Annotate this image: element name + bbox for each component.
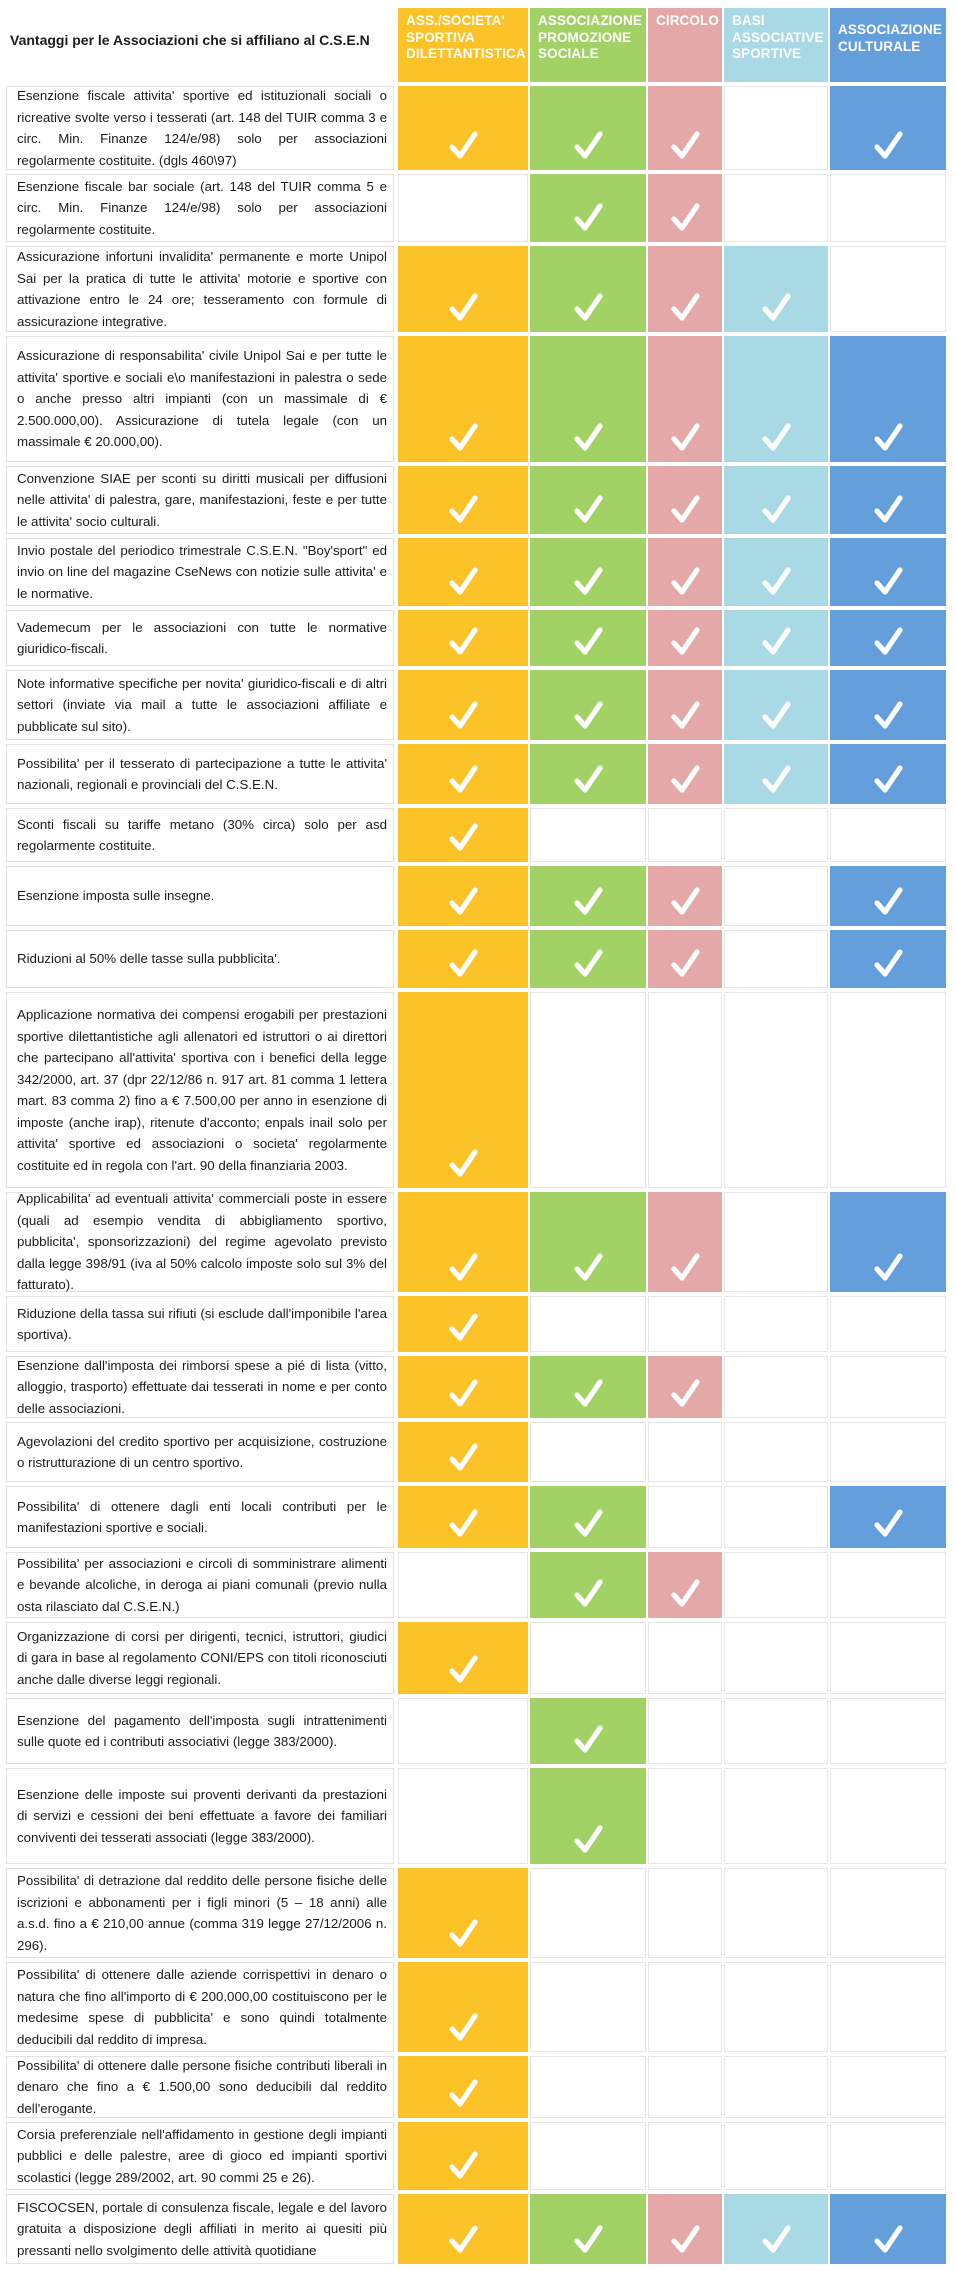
benefit-cell-asd-checked [398, 670, 528, 740]
benefit-cell-aps-checked [530, 246, 646, 332]
benefit-description [6, 174, 394, 242]
benefit-cell-basi-empty [724, 1962, 828, 2052]
benefit-description [6, 1422, 394, 1482]
benefit-cell-aps-checked [530, 610, 646, 666]
benefit-cell-basi-empty [724, 866, 828, 926]
benefit-cell-asd-checked [398, 1296, 528, 1352]
check-mark-icon [872, 422, 904, 454]
check-mark-icon [760, 292, 792, 324]
benefit-cell-asd-empty [398, 1552, 528, 1618]
benefit-cell-asd-checked [398, 246, 528, 332]
benefit-cell-aps-checked [530, 86, 646, 170]
benefit-cell-asd-checked [398, 808, 528, 862]
benefit-description [6, 538, 394, 606]
benefit-cell-asd-checked [398, 1422, 528, 1482]
benefit-cell-asd-checked [398, 1486, 528, 1548]
check-mark-icon [669, 1252, 701, 1284]
benefit-cell-basi-empty [724, 1296, 828, 1352]
check-mark-icon [760, 626, 792, 658]
check-mark-icon [872, 130, 904, 162]
benefit-description [6, 466, 394, 534]
benefit-cell-cultura-checked [830, 466, 946, 534]
benefit-cell-cultura-checked [830, 866, 946, 926]
benefit-cell-circolo-checked [648, 1552, 722, 1618]
table-header-label: Vantaggi per le Associazioni che si affiliano al C.S.E.N [10, 32, 370, 48]
benefit-cell-basi-empty [724, 808, 828, 862]
benefit-description [6, 1962, 394, 2052]
benefit-text: Agevolazioni del credito sportivo per acquisizione, costruzione o ristrutturazione di un centro sportivo. [17, 1433, 387, 1470]
check-mark-icon [447, 292, 479, 324]
benefit-cell-asd-checked [398, 1962, 528, 2052]
benefit-cell-cultura-empty [830, 1552, 946, 1618]
check-mark-icon [572, 292, 604, 324]
benefit-text: Possibilita' di ottenere dalle aziende corrispettivi in denaro o natura che fino all'importo di € 200.000,00 costituiscono per le medesime spese di pubblicita' e sono quindi totalmente deducibili dal reddito di impresa. [17, 1967, 387, 2047]
check-mark-icon [872, 948, 904, 980]
check-mark-icon [572, 700, 604, 732]
benefit-cell-aps-checked [530, 538, 646, 606]
benefit-text: Organizzazione di corsi per dirigenti, tecnici, istruttori, giudici di gara in base al regolamento CONI/EPS con titoli riconosciuti anche dalle diverse leggi regionali. [17, 1628, 387, 1687]
benefit-text: Esenzione delle imposte sui proventi derivanti da prestazioni di servizi e cessioni dei beni effettuate a favore dei familiari conviventi dei tesserati associati (legge 383/2000). [17, 1786, 387, 1845]
benefit-cell-cultura-empty [830, 1296, 946, 1352]
benefit-description [6, 1296, 394, 1352]
check-mark-icon [447, 130, 479, 162]
benefit-cell-cultura-empty [830, 1422, 946, 1482]
check-mark-icon [572, 1508, 604, 1540]
benefit-cell-circolo-empty [648, 1768, 722, 1864]
check-mark-icon [669, 292, 701, 324]
column-header-asd: ASS./SOCIETA' SPORTIVA DILETTANTISTICA [398, 8, 528, 82]
check-mark-icon [572, 764, 604, 796]
benefit-cell-circolo-checked [648, 1192, 722, 1292]
benefit-cell-cultura-empty [830, 2056, 946, 2118]
check-mark-icon [669, 494, 701, 526]
column-header-basi: BASI ASSOCIATIVE SPORTIVE [724, 8, 828, 82]
benefit-cell-aps-checked [530, 1552, 646, 1618]
check-mark-icon [447, 1252, 479, 1284]
benefit-description [6, 930, 394, 988]
benefit-description [6, 1192, 394, 1292]
check-mark-icon [447, 1378, 479, 1410]
benefit-cell-asd-checked [398, 866, 528, 926]
check-mark-icon [572, 566, 604, 598]
check-mark-icon [669, 566, 701, 598]
benefit-cell-aps-checked [530, 336, 646, 462]
benefit-cell-asd-checked [398, 992, 528, 1188]
check-mark-icon [872, 626, 904, 658]
benefit-text: Possibilita' di detrazione dal reddito delle persone fisiche delle iscrizioni e abbonamenti per i figli minori (5 – 18 anni) alle a.s.d. fino a € 210,00 annue (comma 319 legge 27/12/2006 n. 296). [17, 1873, 387, 1953]
benefit-cell-asd-checked [398, 2056, 528, 2118]
benefit-cell-asd-empty [398, 174, 528, 242]
benefit-cell-basi-empty [724, 174, 828, 242]
benefit-cell-aps-checked [530, 1768, 646, 1864]
check-mark-icon [447, 2012, 479, 2044]
benefit-cell-cultura-empty [830, 2122, 946, 2190]
benefit-cell-cultura-empty [830, 174, 946, 242]
benefit-description [6, 744, 394, 804]
benefit-cell-cultura-checked [830, 2194, 946, 2264]
benefit-cell-aps-empty [530, 1296, 646, 1352]
benefit-cell-cultura-checked [830, 610, 946, 666]
check-mark-icon [572, 202, 604, 234]
benefit-cell-basi-empty [724, 2056, 828, 2118]
benefit-description [6, 86, 394, 170]
benefit-cell-cultura-empty [830, 1356, 946, 1418]
check-mark-icon [572, 1578, 604, 1610]
check-mark-icon [872, 494, 904, 526]
benefit-cell-basi-empty [724, 1868, 828, 1958]
check-mark-icon [669, 202, 701, 234]
benefit-text: Applicabilita' ad eventuali attivita' commerciali poste in essere (quali ad esempio vendita di abbigliamento sportivo, pubblicita', sponsorizzazioni) del regime agevolato previsto dalla legge 398/91 (iva al 50% calcolo imposte solo sul 3% del fatturato). [17, 1191, 387, 1293]
benefit-cell-basi-checked [724, 610, 828, 666]
benefit-cell-aps-checked [530, 1356, 646, 1418]
benefit-description [6, 1698, 394, 1764]
benefit-cell-asd-checked [398, 1356, 528, 1418]
check-mark-icon [447, 764, 479, 796]
check-mark-icon [572, 1378, 604, 1410]
check-mark-icon [760, 422, 792, 454]
check-mark-icon [669, 886, 701, 918]
check-mark-icon [572, 2224, 604, 2256]
check-mark-icon [872, 566, 904, 598]
benefit-cell-circolo-checked [648, 930, 722, 988]
benefit-description [6, 808, 394, 862]
benefit-cell-aps-checked [530, 1486, 646, 1548]
check-mark-icon [447, 822, 479, 854]
check-mark-icon [669, 1378, 701, 1410]
check-mark-icon [447, 2150, 479, 2182]
benefit-text: Sconti fiscali su tariffe metano (30% circa) solo per asd regolarmente costituite. [17, 816, 387, 853]
benefit-cell-aps-empty [530, 2056, 646, 2118]
check-mark-icon [572, 1252, 604, 1284]
check-mark-icon [872, 1252, 904, 1284]
benefit-cell-aps-checked [530, 1698, 646, 1764]
benefit-cell-basi-checked [724, 246, 828, 332]
benefit-cell-circolo-empty [648, 992, 722, 1188]
benefit-description [6, 1356, 394, 1418]
check-mark-icon [760, 764, 792, 796]
check-mark-icon [872, 2224, 904, 2256]
column-header-circolo: CIRCOLO [648, 8, 722, 82]
benefit-cell-basi-empty [724, 1192, 828, 1292]
benefit-cell-asd-checked [398, 336, 528, 462]
check-mark-icon [669, 130, 701, 162]
benefit-text: FISCOCSEN, portale di consulenza fiscale, legale e del lavoro gratuita a disposizione degli affiliati in merito ai quesiti più pressanti nello svolgimento delle attività quotidiane [17, 2199, 387, 2258]
check-mark-icon [447, 422, 479, 454]
check-mark-icon [447, 2078, 479, 2110]
check-mark-icon [572, 1724, 604, 1756]
benefit-cell-circolo-checked [648, 744, 722, 804]
check-mark-icon [669, 2224, 701, 2256]
benefit-cell-circolo-empty [648, 1296, 722, 1352]
benefit-cell-cultura-empty [830, 1622, 946, 1694]
benefit-cell-cultura-empty [830, 1868, 946, 1958]
check-mark-icon [447, 566, 479, 598]
benefit-cell-basi-checked [724, 336, 828, 462]
check-mark-icon [760, 700, 792, 732]
benefit-text: Assicurazione infortuni invalidita' permanente e morte Unipol Sai per la pratica di tutte le attivita' motorie e sportive con attivazione entro le 24 ore; tesseramento con formule di assicurazione integrative. [17, 249, 387, 329]
check-mark-icon [669, 626, 701, 658]
benefit-cell-circolo-checked [648, 866, 722, 926]
check-mark-icon [572, 494, 604, 526]
check-mark-icon [447, 1148, 479, 1180]
benefit-cell-circolo-checked [648, 246, 722, 332]
benefit-cell-basi-empty [724, 1768, 828, 1864]
check-mark-icon [572, 1824, 604, 1856]
benefit-cell-cultura-checked [830, 1192, 946, 1292]
benefit-cell-asd-checked [398, 2122, 528, 2190]
benefit-cell-aps-empty [530, 1422, 646, 1482]
benefit-cell-basi-checked [724, 538, 828, 606]
benefit-cell-aps-empty [530, 1868, 646, 1958]
check-mark-icon [872, 1508, 904, 1540]
benefit-cell-circolo-empty [648, 2056, 722, 2118]
benefit-cell-basi-empty [724, 1422, 828, 1482]
benefit-text: Possibilita' per associazioni e circoli di somministrare alimenti e bevande alcoliche, in deroga ai piani comunali (previo nulla osta rilasciato dal C.S.E.N.) [17, 1555, 387, 1614]
benefit-text: Esenzione fiscale attivita' sportive ed istituzionali sociali o ricreative svolte verso i tesserati (art. 148 del TUIR comma 3 e circ. Min. Finanze 124/e/98) solo per associazioni regolarmente costituite. (dgls 460\97) [17, 88, 387, 168]
check-mark-icon [669, 422, 701, 454]
benefit-cell-aps-empty [530, 992, 646, 1188]
benefit-cell-aps-checked [530, 930, 646, 988]
benefit-cell-circolo-checked [648, 538, 722, 606]
check-mark-icon [447, 2224, 479, 2256]
check-mark-icon [669, 948, 701, 980]
benefit-cell-asd-checked [398, 744, 528, 804]
benefit-cell-aps-checked [530, 466, 646, 534]
benefit-description [6, 1486, 394, 1548]
check-mark-icon [572, 948, 604, 980]
benefit-cell-asd-checked [398, 930, 528, 988]
benefit-cell-asd-checked [398, 538, 528, 606]
benefit-text: Esenzione fiscale bar sociale (art. 148 del TUIR comma 5 e circ. Min. Finanze 124/e/98) solo per associazioni regolarmente costituite. [17, 178, 387, 237]
benefit-cell-basi-checked [724, 2194, 828, 2264]
benefit-text: Assicurazione di responsabilita' civile Unipol Sai e per tutte le attivita' sportive e sociali e\o manifestazioni in palestra o sede o anche presso altri impianti (con un massimale di € 2.500.000,00). Assicurazione di tutela legale (con un massimale € 20.000,00). [17, 348, 387, 450]
benefit-cell-basi-checked [724, 670, 828, 740]
benefit-cell-aps-checked [530, 2194, 646, 2264]
check-mark-icon [447, 1312, 479, 1344]
benefit-cell-basi-empty [724, 2122, 828, 2190]
benefit-cell-asd-checked [398, 1622, 528, 1694]
check-mark-icon [447, 1508, 479, 1540]
benefit-cell-cultura-empty [830, 992, 946, 1188]
benefit-cell-cultura-checked [830, 336, 946, 462]
benefit-cell-circolo-checked [648, 610, 722, 666]
benefit-text: Possibilita' di ottenere dalle persone fisiche contributi liberali in denaro che fino a € 1.500,00 sono deducibili dal reddito dell'erogante. [17, 2057, 387, 2116]
benefit-text: Vademecum per le associazioni con tutte le normative giuridico-fiscali. [17, 619, 387, 656]
benefit-cell-circolo-empty [648, 808, 722, 862]
benefit-cell-circolo-checked [648, 174, 722, 242]
benefit-cell-asd-checked [398, 2194, 528, 2264]
benefit-cell-aps-empty [530, 1962, 646, 2052]
benefit-cell-asd-checked [398, 86, 528, 170]
benefit-cell-circolo-checked [648, 86, 722, 170]
benefit-text: Esenzione del pagamento dell'imposta sugli intrattenimenti sulle quote ed i contributi associativi (legge 383/2000). [17, 1712, 387, 1749]
check-mark-icon [760, 566, 792, 598]
benefit-cell-cultura-empty [830, 1962, 946, 2052]
check-mark-icon [872, 764, 904, 796]
benefit-cell-cultura-empty [830, 1768, 946, 1864]
column-header-cultura: ASSOCIAZIONE CULTURALE [830, 8, 946, 82]
benefit-description [6, 336, 394, 462]
benefit-description [6, 866, 394, 926]
benefit-text: Riduzioni al 50% delle tasse sulla pubblicita'. [17, 951, 281, 967]
benefit-cell-asd-checked [398, 610, 528, 666]
benefit-description [6, 2056, 394, 2118]
benefit-cell-circolo-empty [648, 1622, 722, 1694]
check-mark-icon [669, 764, 701, 796]
benefit-text: Corsia preferenziale nell'affidamento in gestione degli impianti pubblici e delle palestre, aree di gioco ed impianti sportivi scolastici (legge 289/2002, art. 90 commi 25 e 26). [17, 2126, 387, 2185]
benefit-text: Note informative specifiche per novita' giuridico-fiscali e di altri settori (inviate via mail a tutte le associazioni affiliate e pubblicate sul sito). [17, 675, 387, 734]
benefit-cell-basi-checked [724, 466, 828, 534]
check-mark-icon [447, 948, 479, 980]
benefit-description [6, 1622, 394, 1694]
benefit-cell-aps-checked [530, 670, 646, 740]
benefit-text: Esenzione dall'imposta dei rimborsi spese a pié di lista (vitto, alloggio, trasporto) effettuate dai tesserati in nome e per conto delle associazioni. [17, 1357, 387, 1416]
benefit-cell-basi-empty [724, 1356, 828, 1418]
check-mark-icon [447, 700, 479, 732]
check-mark-icon [872, 700, 904, 732]
check-mark-icon [669, 700, 701, 732]
benefit-cell-cultura-checked [830, 1486, 946, 1548]
check-mark-icon [872, 886, 904, 918]
check-mark-icon [572, 422, 604, 454]
benefit-cell-basi-checked [724, 744, 828, 804]
benefit-text: Possibilita' per il tesserato di partecipazione a tutte le attivita' nazionali, regionali e provinciali del C.S.E.N. [17, 755, 387, 792]
benefit-cell-circolo-checked [648, 2194, 722, 2264]
benefit-cell-circolo-checked [648, 1356, 722, 1418]
benefit-cell-circolo-checked [648, 336, 722, 462]
check-mark-icon [447, 886, 479, 918]
check-mark-icon [760, 494, 792, 526]
benefit-text: Riduzione della tassa sui rifiuti (si esclude dall'imponibile l'area sportiva). [17, 1305, 387, 1342]
benefit-cell-aps-empty [530, 2122, 646, 2190]
benefit-description [6, 2194, 394, 2264]
benefit-cell-circolo-empty [648, 1962, 722, 2052]
benefit-description [6, 610, 394, 666]
benefit-cell-basi-empty [724, 1552, 828, 1618]
benefit-cell-basi-empty [724, 1698, 828, 1764]
check-mark-icon [447, 1442, 479, 1474]
check-mark-icon [760, 2224, 792, 2256]
benefit-cell-basi-empty [724, 992, 828, 1188]
benefit-description [6, 2122, 394, 2190]
benefit-cell-asd-empty [398, 1768, 528, 1864]
check-mark-icon [447, 1918, 479, 1950]
benefit-cell-cultura-checked [830, 538, 946, 606]
benefit-cell-aps-checked [530, 174, 646, 242]
benefit-cell-circolo-empty [648, 1698, 722, 1764]
benefit-text: Convenzione SIAE per sconti su diritti musicali per diffusioni nelle attivita' di palestra, gare, manifestazioni, feste e per tutte le attivita' socio culturali. [17, 470, 387, 529]
benefit-cell-basi-empty [724, 86, 828, 170]
benefit-description [6, 1868, 394, 1958]
column-header-aps: ASSOCIAZIONE PROMOZIONE SOCIALE [530, 8, 646, 82]
benefit-cell-circolo-empty [648, 1422, 722, 1482]
benefit-description [6, 246, 394, 332]
benefit-cell-aps-checked [530, 866, 646, 926]
check-mark-icon [572, 886, 604, 918]
benefit-cell-aps-checked [530, 744, 646, 804]
benefit-cell-cultura-empty [830, 808, 946, 862]
check-mark-icon [572, 626, 604, 658]
benefit-cell-circolo-empty [648, 2122, 722, 2190]
benefit-cell-circolo-empty [648, 1868, 722, 1958]
benefit-cell-asd-checked [398, 1192, 528, 1292]
benefit-cell-circolo-checked [648, 466, 722, 534]
benefit-cell-cultura-checked [830, 86, 946, 170]
benefit-description [6, 992, 394, 1188]
benefit-cell-cultura-checked [830, 670, 946, 740]
check-mark-icon [447, 1654, 479, 1686]
benefit-cell-asd-checked [398, 1868, 528, 1958]
benefit-cell-cultura-checked [830, 744, 946, 804]
benefit-cell-cultura-empty [830, 246, 946, 332]
benefit-cell-asd-empty [398, 1698, 528, 1764]
benefit-text: Possibilita' di ottenere dagli enti locali contributi per le manifestazioni sportive e sociali. [17, 1498, 387, 1535]
benefit-description [6, 670, 394, 740]
benefit-description [6, 1768, 394, 1864]
benefit-text: Esenzione imposta sulle insegne. [17, 888, 215, 904]
benefit-text: Applicazione normativa dei compensi erogabili per prestazioni sportive dilettantistiche agli allenatori ed istruttori o ai direttori che partecipano all'attivita' sportiva con i benefici della legge 342/2000, art. 37 (dpr 22/12/86 n. 917 art. 81 comma 1 lettera mart. 83 comma 2) fino a € 7.500,00 per anno in esenzione di imposte (anche irap), ritenute d'acconto; enpals inail solo per attivita' sportive ed associazioni o societa' regolarmente costituite ed in regola con l'art. 90 della finanziaria 2003. [17, 1007, 387, 1173]
benefit-cell-aps-empty [530, 808, 646, 862]
check-mark-icon [447, 494, 479, 526]
check-mark-icon [447, 626, 479, 658]
benefit-cell-basi-empty [724, 930, 828, 988]
check-mark-icon [572, 130, 604, 162]
check-mark-icon [669, 1578, 701, 1610]
benefit-cell-circolo-checked [648, 670, 722, 740]
benefit-description [6, 1552, 394, 1618]
benefit-cell-cultura-empty [830, 1698, 946, 1764]
benefit-text: Invio postale del periodico trimestrale C.S.E.N. "Boy'sport" ed invio on line del magazine CseNews con notizie sulle attivita' e le normative. [17, 542, 387, 601]
benefit-cell-cultura-checked [830, 930, 946, 988]
benefit-cell-aps-checked [530, 1192, 646, 1292]
benefit-cell-circolo-empty [648, 1486, 722, 1548]
benefit-cell-basi-empty [724, 1486, 828, 1548]
benefit-cell-asd-checked [398, 466, 528, 534]
benefit-cell-basi-empty [724, 1622, 828, 1694]
benefit-cell-aps-empty [530, 1622, 646, 1694]
